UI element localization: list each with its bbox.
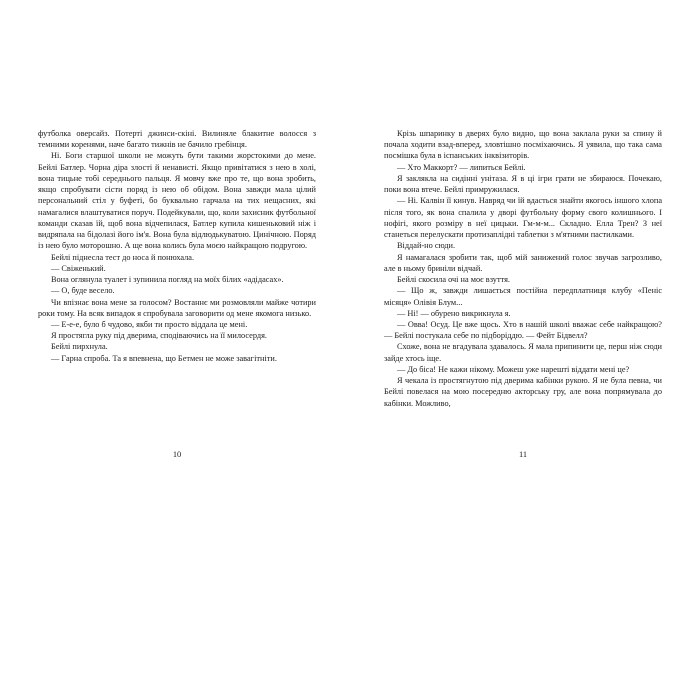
paragraph: Бейлі піднесла тест до носа й понюхала. [51,252,195,262]
page-number-right: 11 [518,450,528,459]
paragraph: Я простягла руку під дверима, сподіваючись на її милосердя. [51,331,267,341]
paragraph: Я намагалася зробити так, щоб мій занижений голос звучав загрозливо, але в ньому бриніли відчай. [384,252,662,273]
paragraph: — До біса! Не кажи нікому. Можеш уже нарешті віддати мені це? [397,364,630,374]
paragraph: — Що ж, завжди лишається постійна передплатниця клубу «Пеніс місяця» Олівія Блум... [384,286,662,307]
paragraph: Крізь шпаринку в дверях було видно, що вона заклала руки за спину й почала ходити взад-вперед, зловтішно посміхаючись. Я уявила, що така сама посмішка була в іспанських інквізиторів. [384,129,662,161]
paragraph: — Е-е-е, було б чудово, якби ти просто віддала це мені. [51,319,248,329]
paragraph: — Хто Маккорт? — липиться Бейлі. [397,162,526,172]
paragraph: футболка оверсайз. Потерті джинси-скіні. Вилиняле блакитне волосся з темними коренями, наче багато тижнів не бачило гребінця. [38,129,316,150]
paragraph: — О, буде весело. [51,286,115,296]
paragraph: Я чекала із простягнутою під дверима кабінки рукою. Я не була певна, чи Бейлі повелася на мою посередню акторську гру, але вона попрямувала до кабінки. Можливо, [384,376,662,408]
paragraph: Ні. Боги старшої школи не можуть бути такими жорстокими до мене. Бейлі Батлер. Чорна діра злості й ненависті. Якщо привітатися з нею в холі, вона тицьне тобі середнього пальця. Я мовчу вже про те, що вона зробить, якщо спробувати сісти поряд із нею об обідом. Вона завжди мала цілий персональний стіл у буфеті, бо буквально гарчала на тих нещасних, які намагалися влаштуватися поруч. Подейкували, що, коли захисник футбольної команди сказав їй, щоб вона відчепилася, Батлер купила кишеньковий ніж і видряпала на бідолазі його ім'я. Вона була відлюдькуватою. Цинічною. Поряд із нею було моторошно. А ще вона колись була моєю найкращою подругою. [38,151,316,251]
page-right-text [384,128,662,409]
paragraph: Чи впізнає вона мене за голосом? Востаннє ми розмовляли майже чотири роки тому. На всяк випадок я спробувала заговорити од мене якомога низько. [38,297,316,318]
paragraph: — Овва! Осуд. Це вже щось. Хто в нашій школі вважає себе найкращою? — Бейлі постукала себе по підборіддю. — Фейт Бідвелл? [384,319,662,341]
paragraph: — Свіженький. [51,263,106,273]
paragraph: — Гарна спроба. Та я впевнена, що Бетмен не може завагітніти. [51,353,277,363]
paragraph: Віддай-но сюди. [397,241,456,251]
paragraph: Схоже, вона не вгадувала здавалось. Я мала припинити це, перш ніж сюди зайде хтось іще. [384,342,662,363]
paragraph: — Ні. Калвін її кинув. Навряд чи їй вдасться знайти якогось іншого хлопа після того, як вона спалила у дворі футбольну форму свого колишнього. І нофігі, якого розміру в неї цицьки. Гм-м-м... Складно. Елла Трен? З неї станеться перелускати протизаплідні таблетки з м'ятними пастилками. [384,196,662,240]
page-right [384,128,662,598]
paragraph: — Ні! — обурено викрикнула я. [397,308,511,318]
page-left-text [38,128,316,364]
paragraph: Бейлі пирхнула. [51,342,108,352]
page-left [38,128,316,598]
paragraph: Вона оглянула туалет і зупинила погляд на моїх білих «адідасах». [51,275,284,285]
paragraph: Я заклякла на сидінні унітаза. Я в ці ігри грати не збираюся. Почекаю, поки вона втече. Бейлі примружилася. [384,173,662,195]
page-number-left: 10 [172,450,182,459]
paragraph: Бейлі скосила очі на моє взуття. [397,275,510,285]
